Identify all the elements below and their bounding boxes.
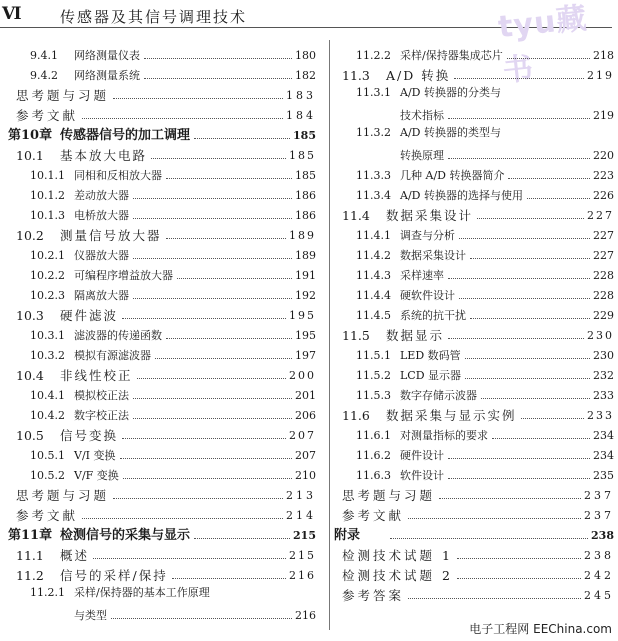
entry-title: 软件设计 (400, 469, 444, 482)
toc-left-column (8, 42, 316, 622)
toc-entry (8, 502, 316, 522)
entry-page-number: 223 (593, 169, 614, 182)
dot-leader (82, 118, 283, 119)
entry-page-number: 235 (593, 469, 614, 482)
toc-entry (8, 142, 316, 162)
dot-leader (454, 78, 584, 79)
entry-page-number: 234 (593, 449, 614, 462)
entry-title: 基本放大电路 (60, 148, 148, 163)
entry-title: 与类型 (74, 609, 107, 622)
dot-leader (465, 378, 590, 379)
entry-title: 参考答案 (342, 588, 405, 603)
entry-page-number: 215 (289, 549, 316, 562)
entry-page-number: 201 (295, 389, 316, 402)
entry-title: 滤波器的传递函数 (74, 329, 162, 342)
toc-entry (334, 402, 614, 422)
toc-entry (8, 262, 316, 282)
dot-leader (521, 418, 584, 419)
entry-page-number: 228 (593, 269, 614, 282)
toc-entry (334, 182, 614, 202)
toc-entry (334, 422, 614, 442)
entry-title: 几种 A/D 转换器简介 (400, 169, 505, 182)
entry-title: 检测技术试题 2 (342, 568, 453, 583)
entry-title: 模拟有源滤波器 (74, 349, 151, 362)
entry-title: 参考文献 (342, 508, 405, 523)
toc-entry (8, 302, 316, 322)
entry-page-number: 185 (293, 129, 316, 142)
entry-page-number: 184 (286, 109, 316, 122)
toc-entry (334, 342, 614, 362)
entry-number: 11.1 (16, 548, 44, 563)
toc-entry (334, 242, 614, 262)
entry-number: 10.4.2 (30, 409, 65, 422)
dot-leader (137, 378, 286, 379)
toc-entry (334, 382, 614, 402)
dot-leader (507, 58, 590, 59)
dot-leader (113, 98, 283, 99)
entry-number: 10.1.3 (30, 209, 65, 222)
entry-title: 非线性校正 (60, 368, 133, 383)
entry-number: 11.5.1 (356, 349, 391, 362)
dot-leader (448, 118, 590, 119)
entry-page-number: 180 (295, 49, 316, 62)
dot-leader (448, 338, 584, 339)
entry-number: 11.4.3 (356, 269, 391, 282)
entry-number: 10.1.1 (30, 169, 65, 182)
entry-title: 采样/保持器集成芯片 (400, 49, 503, 62)
entry-page-number: 215 (293, 529, 316, 542)
footer-source: 电子工程网 EEChina.com (469, 622, 612, 636)
entry-number: 10.5.2 (30, 469, 65, 482)
entry-number: 11.2.1 (30, 586, 65, 599)
toc-entry (8, 582, 316, 602)
entry-number: 11.5 (342, 328, 370, 343)
entry-page-number: 229 (593, 309, 614, 322)
entry-number: 11.3.1 (356, 86, 391, 99)
toc-entry (334, 62, 614, 82)
entry-page-number: 213 (286, 489, 316, 502)
entry-number: 10.5 (16, 428, 44, 443)
toc-entry (334, 362, 614, 382)
toc-entry (8, 442, 316, 462)
entry-title: 采样/保持器的基本工作原理 (74, 586, 210, 599)
dot-leader (194, 538, 290, 539)
toc-entry (8, 362, 316, 382)
toc-entry (8, 522, 316, 542)
dot-leader (177, 278, 292, 279)
dot-leader (166, 338, 292, 339)
entry-page-number: 234 (593, 429, 614, 442)
dot-leader (166, 178, 292, 179)
entry-page-number: 219 (593, 109, 614, 122)
entry-page-number: 182 (295, 69, 316, 82)
toc-entry (334, 142, 614, 162)
dot-leader (390, 538, 588, 539)
toc-entry (334, 102, 614, 122)
entry-title: LCD 显示器 (400, 369, 462, 382)
entry-page-number: 189 (289, 229, 316, 242)
entry-page-number: 219 (587, 69, 614, 82)
toc-entry (334, 562, 614, 582)
toc-entry (334, 442, 614, 462)
entry-page-number: 242 (584, 569, 614, 582)
entry-title: LED 数码管 (400, 349, 461, 362)
entry-number: 9.4.2 (30, 69, 58, 82)
toc-entry (8, 282, 316, 302)
entry-number: 10.4 (16, 368, 44, 383)
dot-leader (144, 58, 292, 59)
dot-leader (133, 198, 292, 199)
entry-title: 网络测量仪表 (74, 49, 140, 62)
entry-number: 11.4 (342, 208, 370, 223)
entry-page-number: 238 (584, 549, 614, 562)
entry-page-number: 233 (587, 409, 614, 422)
dot-leader (465, 358, 590, 359)
dot-leader (459, 298, 590, 299)
entry-page-number: 237 (584, 489, 614, 502)
dot-leader (133, 398, 292, 399)
toc-entry (8, 222, 316, 242)
entry-number: 10.4.1 (30, 389, 65, 402)
entry-title: 模拟校正法 (74, 389, 129, 402)
entry-page-number: 238 (591, 529, 614, 542)
dot-leader (527, 198, 590, 199)
dot-leader (133, 218, 292, 219)
entry-title: 硬软件设计 (400, 289, 455, 302)
entry-title: 信号变换 (60, 428, 119, 443)
entry-number: 11.5.3 (356, 389, 391, 402)
toc-entry (334, 522, 614, 542)
dot-leader (133, 298, 292, 299)
dot-leader (508, 178, 590, 179)
entry-page-number: 195 (295, 329, 316, 342)
entry-title: 差动放大器 (74, 189, 129, 202)
entry-number: 10.5.1 (30, 449, 65, 462)
entry-number: 10.3.1 (30, 329, 65, 342)
dot-leader (120, 458, 293, 459)
dot-leader (439, 498, 581, 499)
toc-entry (8, 122, 316, 142)
entry-page-number: 214 (286, 509, 316, 522)
dot-leader (133, 258, 292, 259)
entry-title: 可编程序增益放大器 (74, 269, 173, 282)
entry-title: 数据显示 (386, 328, 445, 343)
toc-entry (334, 282, 614, 302)
toc-entry (334, 462, 614, 482)
dot-leader (166, 238, 286, 239)
dot-leader (448, 478, 590, 479)
entry-title: 数据采集设计 (386, 208, 474, 223)
toc-entry (8, 42, 316, 62)
toc-entry (8, 482, 316, 502)
entry-page-number: 185 (295, 169, 316, 182)
dot-leader (122, 438, 286, 439)
entry-title: 检测信号的采集与显示 (60, 528, 191, 543)
entry-title: 仪器放大器 (74, 249, 129, 262)
entry-title: 硬件滤波 (60, 308, 119, 323)
entry-title: V/I 变换 (74, 449, 116, 462)
dot-leader (481, 398, 590, 399)
entry-number: 11.2.2 (356, 49, 391, 62)
entry-title: A/D 转换器的分类与 (400, 86, 501, 99)
entry-page-number: 233 (593, 389, 614, 402)
entry-number: 9.4.1 (30, 49, 58, 62)
entry-page-number: 206 (295, 409, 316, 422)
dot-leader (408, 598, 581, 599)
toc-entry (334, 162, 614, 182)
toc-entry (8, 422, 316, 442)
entry-number: 第10章 (8, 128, 53, 143)
entry-page-number: 220 (593, 149, 614, 162)
toc-entry (334, 122, 614, 142)
toc-entry (8, 382, 316, 402)
entry-page-number: 216 (289, 569, 316, 582)
entry-number: 11.3 (342, 68, 370, 83)
entry-number: 10.2.2 (30, 269, 65, 282)
toc-entry (8, 342, 316, 362)
entry-number: 10.3 (16, 308, 44, 323)
dot-leader (457, 558, 581, 559)
entry-title: A/D 转换器的类型与 (400, 126, 501, 139)
entry-number: 11.6.1 (356, 429, 391, 442)
toc-entry (8, 562, 316, 582)
entry-page-number: 186 (295, 209, 316, 222)
toc-entry (334, 582, 614, 602)
entry-title: 网络测量系统 (74, 69, 140, 82)
entry-page-number: 227 (587, 209, 614, 222)
entry-page-number: 230 (587, 329, 614, 342)
entry-title: 传感器信号的加工调理 (60, 128, 191, 143)
toc-entry (8, 542, 316, 562)
entry-title: 参考文献 (16, 108, 79, 123)
entry-number: 11.5.2 (356, 369, 391, 382)
entry-title: 思考题与习题 (16, 88, 110, 103)
toc-entry (334, 322, 614, 342)
entry-number: 第11章 (8, 528, 53, 543)
entry-title: 同相和反相放大器 (74, 169, 162, 182)
entry-title: A/D 转换 (386, 68, 451, 83)
entry-number: 11.4.4 (356, 289, 391, 302)
entry-title: 电桥放大器 (74, 209, 129, 222)
running-title: 传感器及其信号调理技术 (60, 8, 248, 26)
toc-entry (8, 102, 316, 122)
toc-entry (334, 82, 614, 102)
entry-number: 10.1.2 (30, 189, 65, 202)
dot-leader (93, 558, 286, 559)
entry-title: 测量信号放大器 (60, 228, 162, 243)
entry-number: 10.2 (16, 228, 44, 243)
dot-leader (470, 258, 590, 259)
dot-leader (492, 438, 590, 439)
dot-leader (172, 578, 286, 579)
dot-leader (113, 498, 283, 499)
entry-title: 数字存储示波器 (400, 389, 477, 402)
entry-title: 系统的抗干扰 (400, 309, 466, 322)
entry-title: 采样速率 (400, 269, 444, 282)
entry-page-number: 228 (593, 289, 614, 302)
entry-title: 参考文献 (16, 508, 79, 523)
entry-title: 信号的采样/保持 (60, 568, 168, 583)
entry-number: 11.4.1 (356, 229, 391, 242)
toc-entry (8, 402, 316, 422)
entry-page-number: 189 (295, 249, 316, 262)
toc-entry (334, 262, 614, 282)
entry-page-number: 227 (593, 249, 614, 262)
entry-page-number: 237 (584, 509, 614, 522)
toc-entry (8, 462, 316, 482)
entry-title: 隔离放大器 (74, 289, 129, 302)
toc-entry (334, 202, 614, 222)
entry-page-number: 195 (289, 309, 316, 322)
dot-leader (144, 78, 292, 79)
dot-leader (448, 278, 590, 279)
entry-title: 硬件设计 (400, 449, 444, 462)
dot-leader (459, 238, 590, 239)
toc-entry (334, 302, 614, 322)
entry-number: 11.4.5 (356, 309, 391, 322)
entry-page-number: 183 (286, 89, 316, 102)
entry-title: 思考题与习题 (342, 488, 436, 503)
toc-entry (8, 62, 316, 82)
toc-right-column (334, 42, 614, 602)
entry-number: 11.6.3 (356, 469, 391, 482)
dot-leader (194, 138, 290, 139)
toc-entry (8, 182, 316, 202)
entry-page-number: 245 (584, 589, 614, 602)
entry-page-number: 227 (593, 229, 614, 242)
entry-number: 11.3.3 (356, 169, 391, 182)
dot-leader (155, 358, 292, 359)
dot-leader (123, 478, 292, 479)
entry-title: 调查与分析 (400, 229, 455, 242)
entry-title: 对测量指标的要求 (400, 429, 488, 442)
toc-entry (8, 602, 316, 622)
entry-number: 附录 (334, 528, 361, 543)
entry-title: A/D 转换器的选择与使用 (400, 189, 523, 202)
entry-number: 11.6.2 (356, 449, 391, 462)
entry-number: 10.2.3 (30, 289, 65, 302)
watermark-logo: tyu藏书 (496, 1, 589, 89)
dot-leader (477, 218, 584, 219)
dot-leader (151, 158, 286, 159)
column-divider (329, 40, 330, 630)
toc-entry (8, 82, 316, 102)
entry-page-number: 200 (289, 369, 316, 382)
dot-leader (448, 458, 590, 459)
entry-title: 思考题与习题 (16, 488, 110, 503)
entry-title: 检测技术试题 1 (342, 548, 453, 563)
dot-leader (457, 578, 581, 579)
entry-page-number: 226 (593, 189, 614, 202)
entry-page-number: 197 (295, 349, 316, 362)
toc-entry (334, 482, 614, 502)
entry-page-number: 191 (295, 269, 316, 282)
entry-page-number: 218 (593, 49, 614, 62)
entry-number: 10.1 (16, 148, 44, 163)
entry-number: 11.2 (16, 568, 44, 583)
entry-page-number: 207 (295, 449, 316, 462)
entry-page-number: 216 (295, 609, 316, 622)
toc-entry (8, 162, 316, 182)
page-number: Ⅵ (2, 4, 22, 24)
dot-leader (470, 318, 590, 319)
dot-leader (122, 318, 286, 319)
dot-leader (82, 518, 283, 519)
entry-number: 10.3.2 (30, 349, 65, 362)
entry-number: 11.3.2 (356, 126, 391, 139)
toc-entry (8, 242, 316, 262)
entry-page-number: 185 (289, 149, 316, 162)
entry-title: 数据采集与显示实例 (386, 408, 517, 423)
entry-title: 数据采集设计 (400, 249, 466, 262)
entry-page-number: 210 (295, 469, 316, 482)
entry-number: 10.2.1 (30, 249, 65, 262)
toc-entry (334, 222, 614, 242)
entry-title: 概述 (60, 548, 90, 563)
dot-leader (133, 418, 292, 419)
entry-page-number: 192 (295, 289, 316, 302)
dot-leader (408, 518, 581, 519)
entry-page-number: 207 (289, 429, 316, 442)
toc-entry (334, 42, 614, 62)
entry-number: 11.6 (342, 408, 370, 423)
toc-entry (334, 502, 614, 522)
entry-page-number: 230 (593, 349, 614, 362)
entry-title: 数字校正法 (74, 409, 129, 422)
entry-page-number: 186 (295, 189, 316, 202)
entry-title: 转换原理 (400, 149, 444, 162)
entry-title: V/F 变换 (74, 469, 119, 482)
dot-leader (448, 158, 590, 159)
dot-leader (111, 618, 292, 619)
entry-page-number: 232 (593, 369, 614, 382)
entry-number: 11.3.4 (356, 189, 391, 202)
entry-title: 技术指标 (400, 109, 444, 122)
toc-entry (334, 542, 614, 562)
entry-number: 11.4.2 (356, 249, 391, 262)
toc-entry (8, 322, 316, 342)
toc-entry (8, 202, 316, 222)
